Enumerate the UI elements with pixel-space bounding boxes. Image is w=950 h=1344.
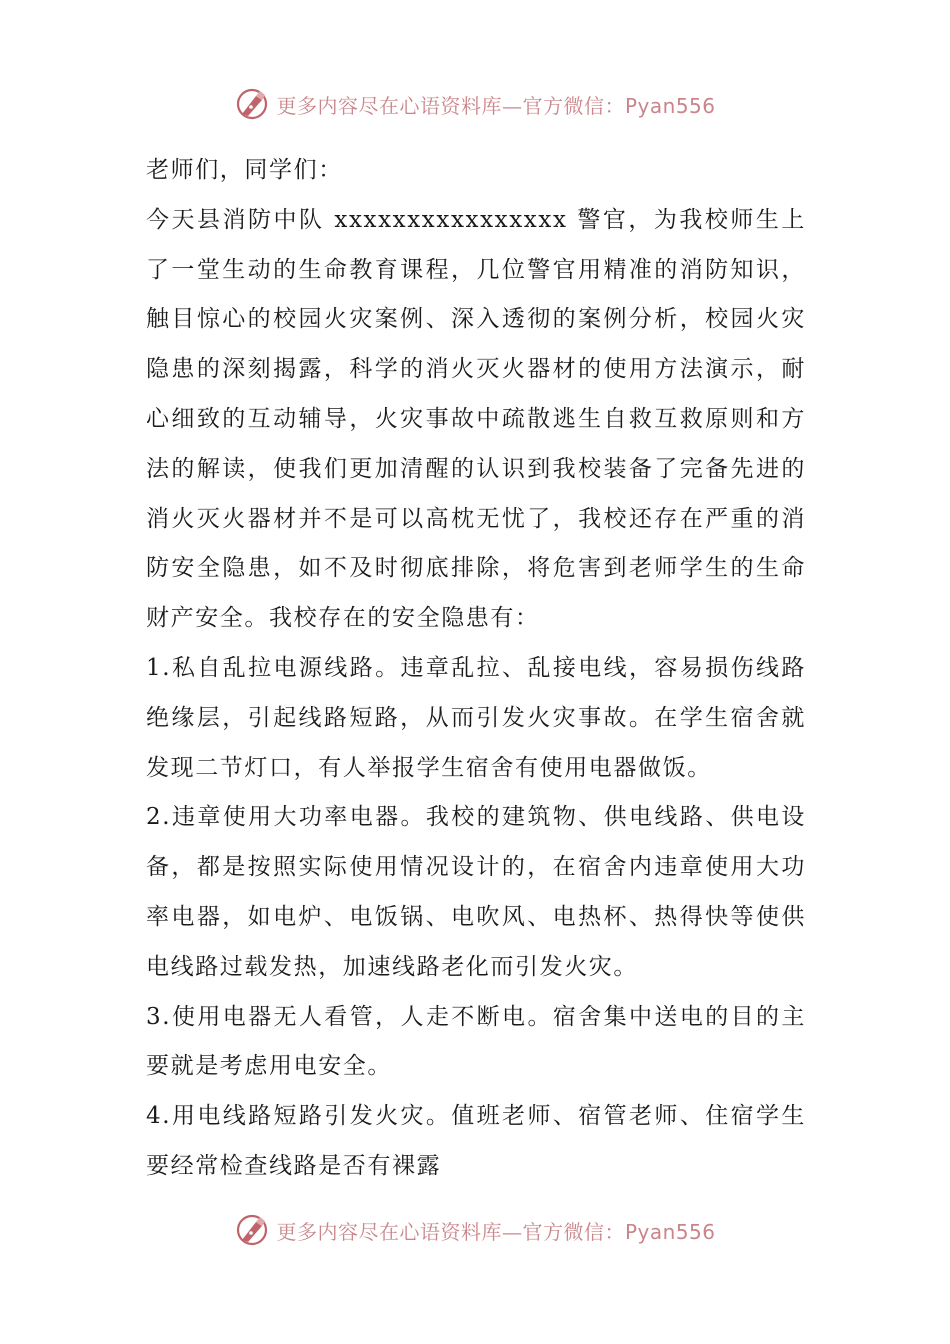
header-banner [0, 84, 950, 124]
intro-paragraph: 今天县消防中队 xxxxxxxxxxxxxxxx 警官，为我校师生上了一堂生动的生命教育课程，几位警官用精准的消防知识，触目惊心的校园火灾案例、深入透彻的案例分析，校园火灾隐患的深刻揭露，科学的消火灭火器材的使用方法演示，耐心细致的互动辅导，火灾事故中疏散逃生自救互救原则和方法的解读，使我们更加清醒的认识到我校装备了完备先进的消火灭火器材并不是可以高枕无忧了，我校还存在严重的消防安全隐患，如不及时彻底排除，将危害到老师学生的生命财产安全。我校存在的安全隐患有： [146, 206, 806, 632]
document-body [146, 146, 806, 1192]
hazard-item-1: 1.私自乱拉电源线路。违章乱拉、乱接电线，容易损伤线路绝缘层，引起线路短路，从而引发火灾事故。在学生宿舍就发现二节灯口，有人举报学生宿舍有使用电器做饭。 [146, 654, 806, 781]
pen-nib-icon [234, 86, 270, 122]
wechat-id: Pyan556 [624, 1219, 716, 1244]
hazard-item-3: 3.使用电器无人看管，人走不断电。宿舍集中送电的目的主要就是考虑用电安全。 [146, 1003, 806, 1080]
banner-text: 更多内容尽在心语资料库—官方微信：Pyan556 [276, 1219, 716, 1244]
pen-nib-icon [234, 1212, 270, 1248]
footer-banner [0, 1210, 950, 1250]
greeting: 老师们，同学们： [146, 157, 343, 183]
wechat-id: Pyan556 [624, 93, 716, 118]
banner-text: 更多内容尽在心语资料库—官方微信：Pyan556 [276, 93, 716, 118]
hazard-item-4: 4.用电线路短路引发火灾。值班老师、宿管老师、住宿学生要经常检查线路是否有裸露 [146, 1103, 806, 1179]
hazard-item-2: 2.违章使用大功率电器。我校的建筑物、供电线路、供电设备，都是按照实际使用情况设计的，在宿舍内违章使用大功率电器，如电炉、电饭锅、电吹风、电热杯、热得快等使供电线路过载发热，加速线路老化而引发火灾。 [146, 804, 806, 980]
